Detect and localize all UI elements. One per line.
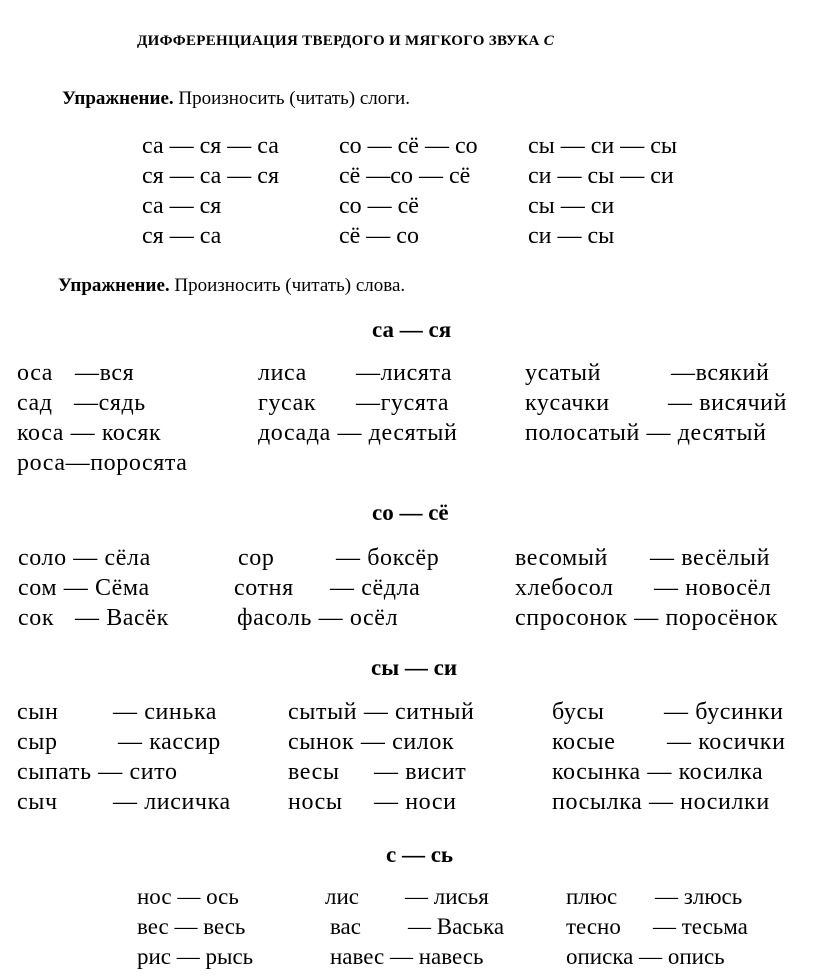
syllable-line: са — ся	[142, 193, 222, 219]
document-title	[137, 33, 554, 50]
word: лис	[325, 884, 359, 909]
word: коса — косяк	[17, 420, 162, 446]
word: плюс	[566, 884, 618, 909]
word: сыпать — сито	[17, 759, 178, 785]
exercise-2-instruction	[58, 275, 405, 297]
word: навес — навесь	[330, 944, 484, 969]
exercise-label: Упражнение.	[62, 88, 174, 109]
exercise-label: Упражнение.	[58, 275, 170, 296]
word: лиса	[258, 360, 307, 386]
word: — боксёр	[336, 545, 440, 571]
word: досада — десятый	[258, 420, 458, 446]
word: фасоль — осёл	[237, 605, 399, 631]
word: весомый	[515, 545, 608, 571]
word: весы	[288, 759, 340, 785]
syllable-line: сё — со	[339, 223, 419, 249]
word: вас	[330, 914, 361, 939]
word: —лисята	[356, 360, 453, 386]
word: описка — опись	[566, 944, 725, 969]
word: сыр	[17, 729, 58, 755]
word: —сядь	[74, 390, 146, 416]
word: — кассир	[118, 729, 221, 755]
word: сытый — ситный	[288, 699, 475, 725]
word: оса	[17, 360, 53, 386]
word: косые	[552, 729, 616, 755]
syllable-line: со — сё	[339, 193, 419, 219]
syllable-column-3	[528, 131, 677, 251]
syllable-line: сы — си	[528, 193, 615, 219]
word: тесно	[566, 914, 621, 939]
word: —всякий	[671, 360, 770, 386]
section-heading-sy-si: сы — си	[371, 655, 458, 680]
word: — лисичка	[113, 789, 231, 815]
word: — бусинки	[664, 699, 784, 725]
word: сад	[17, 390, 53, 416]
word: — сёдла	[330, 575, 421, 601]
exercise-1-instruction	[62, 88, 410, 110]
word: вес — весь	[137, 914, 246, 939]
title-letter: С	[543, 33, 555, 49]
word: носы	[288, 789, 343, 815]
word: усатый	[525, 360, 602, 386]
syllable-line: са — ся — са	[142, 133, 279, 159]
word: полосатый — десятый	[525, 420, 767, 446]
section-heading-so-syo: со — сё	[372, 500, 449, 525]
word: — косички	[667, 729, 786, 755]
syllable-line: ся — са	[142, 223, 222, 249]
section-heading-s-s-soft: с — сь	[386, 842, 454, 867]
word: — злюсь	[655, 884, 743, 909]
syllable-line: си — сы	[528, 223, 615, 249]
word: рис — рысь	[137, 944, 254, 969]
word: —вся	[75, 360, 135, 386]
syllable-line: сы — си — сы	[528, 133, 678, 159]
syllable-line: сё —со — сё	[339, 163, 471, 189]
word: кусачки	[525, 390, 610, 416]
word: посылка — носилки	[552, 789, 770, 815]
word: — носи	[374, 789, 457, 815]
word: — Васёк	[75, 605, 169, 631]
word: спросонок — поросёнок	[515, 605, 779, 631]
word: косынка — косилка	[552, 759, 764, 785]
word: — новосёл	[654, 575, 772, 601]
word: сотня	[234, 575, 294, 601]
word: хлебосол	[515, 575, 614, 601]
word: — тесьма	[653, 914, 748, 939]
exercise-text: Произносить (читать) слоги.	[178, 88, 410, 109]
word: сор	[238, 545, 275, 571]
syllable-line: со — сё — со	[339, 133, 478, 159]
syllable-column-1	[142, 131, 279, 251]
word: бусы	[552, 699, 605, 725]
word: — синька	[113, 699, 218, 725]
title-text: ДИФФЕРЕНЦИАЦИЯ ТВЕРДОГО И МЯГКОГО ЗВУКА	[137, 33, 540, 49]
word: — весёлый	[650, 545, 771, 571]
word: — висячий	[668, 390, 788, 416]
word: —гусята	[356, 390, 450, 416]
section-heading-sa-sya: са — ся	[372, 317, 452, 342]
word: — висит	[374, 759, 467, 785]
syllable-column-2	[339, 131, 478, 251]
word: сыч	[17, 789, 58, 815]
word: гусак	[258, 390, 317, 416]
word: роса—поросята	[17, 450, 188, 476]
word: соло — сёла	[18, 545, 151, 571]
word: — лисья	[405, 884, 489, 909]
syllable-line: си — сы — си	[528, 163, 674, 189]
word: сын	[17, 699, 59, 725]
word: нос — ось	[137, 884, 239, 909]
exercise-text: Произносить (читать) слова.	[174, 275, 406, 296]
syllable-line: ся — са — ся	[142, 163, 279, 189]
word: сынок — силок	[288, 729, 455, 755]
word: сок	[18, 605, 55, 631]
word: сом — Сёма	[18, 575, 150, 601]
word: — Васька	[408, 914, 505, 939]
